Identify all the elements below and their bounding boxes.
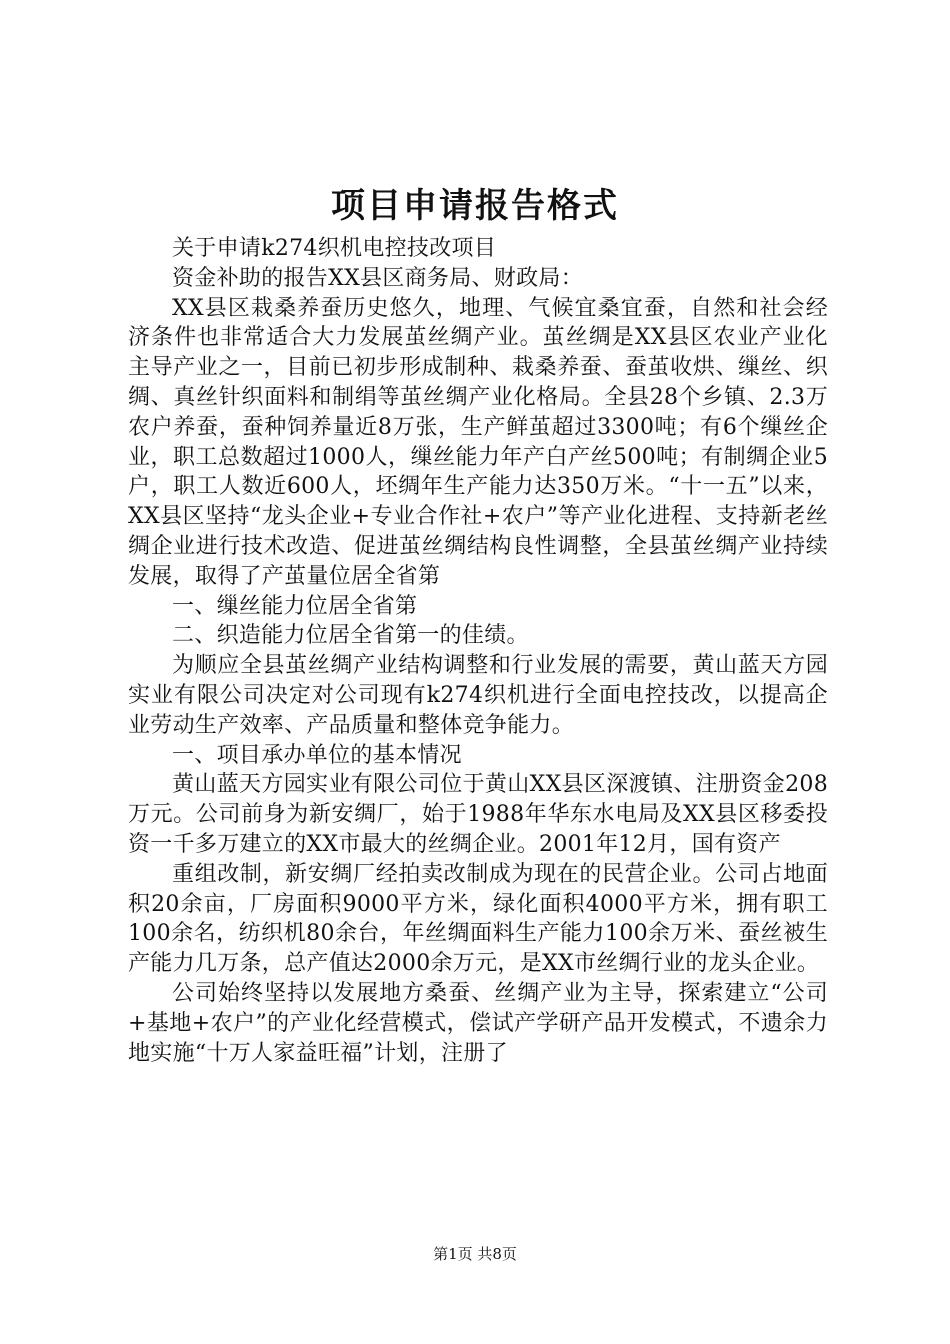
paragraph: 为顺应全县茧丝绸产业结构调整和行业发展的需要，黄山蓝天方园实业有限公司决定对公司现有k274织机进行全面电控技改，以提高企业劳动生产效率、产品质量和整体竞争能力。	[128, 653, 828, 738]
paragraph: 一、缫丝能力位居全省第	[172, 593, 418, 619]
paragraph: 黄山蓝天方园实业有限公司位于黄山XX县区深渡镇、注册资金208万元。公司前身为新安绸厂，始于1988年华东水电局及XX县区移委投资一千多万建立的XX市最大的丝绸企业。2001年12月，国有资产	[128, 772, 828, 857]
document-body	[128, 234, 828, 1068]
paragraph: 二、织造能力位居全省第一的佳绩。	[172, 623, 529, 649]
page-number-footer: 第1页 共8页	[433, 1245, 517, 1263]
paragraph: 一、项目承办单位的基本情况	[172, 742, 462, 768]
paragraph: 公司始终坚持以发展地方桑蚕、丝绸产业为主导，探索建立“公司+基地+农户”的产业化经营模式，偿试产学研产品开发模式，不遗余力地实施“十万人家益旺福”计划，注册了	[128, 980, 828, 1066]
document-title: 项目申请报告格式	[331, 186, 619, 226]
paragraph: 资金补助的报告XX县区商务局、财政局：	[172, 265, 584, 291]
paragraph: 关于申请k274织机电控技改项目	[172, 236, 497, 261]
paragraph: 重组改制，新安绸厂经拍卖改制成为现在的民营企业。公司占地面积20余亩，厂房面积9000平方米，绿化面积4000平方米，拥有职工100余名，纺织机80余台，年丝绸面料生产能力100余万米、蚕丝被生产能力几万条，总产值达2000余万元，是XX市丝绸行业的龙头企业。	[128, 861, 828, 977]
paragraph: XX县区栽桑养蚕历史悠久，地理、气候宜桑宜蚕，自然和社会经济条件也非常适合大力发展茧丝绸产业。茧丝绸是XX县区农业产业化主导产业之一，目前已初步形成制种、栽桑养蚕、蚕茧收烘、缫丝、织绸、真丝针织面料和制绢等茧丝绸产业化格局。全县28个乡镇、2.3万农户养蚕，蚕种饲养量近8万张，生产鲜茧超过3300吨；有6个缫丝企业，职工总数超过1000人，缫丝能力年产白产丝500吨；有制绸企业5户，职工人数近600人，坯绸年生产能力达350万米。“十一五”以来，XX县区坚持“龙头企业+专业合作社+农户”等产业化进程、支持新老丝绸企业进行技术改造、促进茧丝绸结构良性调整，全县茧丝绸产业持续发展，取得了产茧量位居全省第	[128, 295, 828, 589]
